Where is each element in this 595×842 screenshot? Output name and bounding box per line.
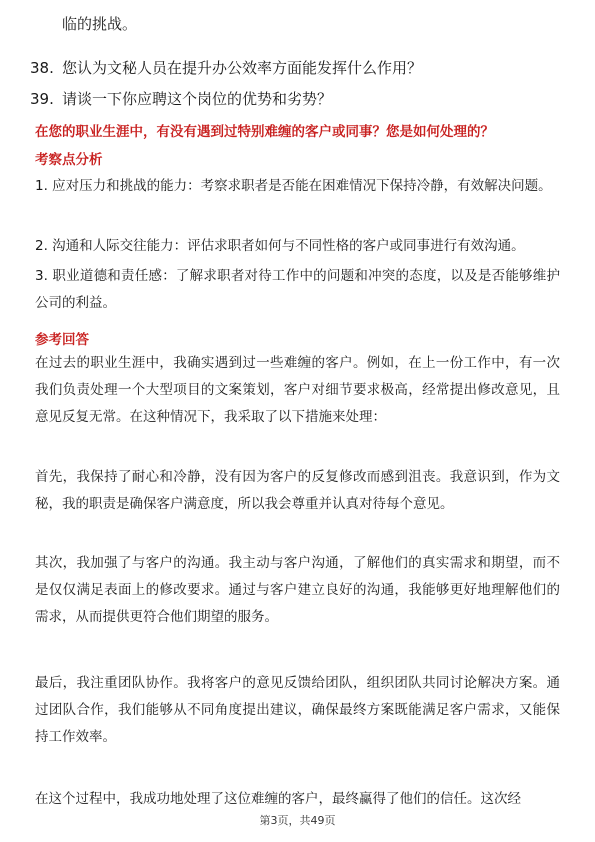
answer-paragraph: 首先，我保持了耐心和冷静，没有因为客户的反复修改而感到沮丧。我意识到，作为文秘，我的职责是确保客户满意度，所以我会尊重并认真对待每个意见。 — [35, 469, 560, 512]
question-number: 39. — [30, 90, 54, 108]
question-38 — [30, 57, 422, 79]
continuation-text: 临的挑战。 — [62, 15, 138, 33]
answer-paragraph: 在这个过程中，我成功地处理了这位难缠的客户，最终赢得了他们的信任。这次经 — [35, 791, 521, 807]
analysis-item: 2. 沟通和人际交往能力：评估求职者如何与不同性格的客户或同事进行有效沟通。 — [35, 238, 525, 254]
answer-paragraph: 在过去的职业生涯中，我确实遇到过一些难缠的客户。例如，在上一份工作中，有一次我们负责处理一个大型项目的文案策划，客户对细节要求极高，经常提出修改意见，且意见反复无常。在这种情况下，我采取了以下措施来处理： — [35, 355, 560, 425]
analysis-item: 3. 职业道德和责任感：了解求职者对待工作中的问题和冲突的态度，以及是否能够维护公司的利益。 — [35, 268, 560, 311]
question-text: 您认为文秘人员在提升办公效率方面能发挥什么作用？ — [62, 59, 423, 77]
answer-heading: 参考回答 — [35, 332, 89, 348]
question-title: 在您的职业生涯中，有没有遇到过特别难缠的客户或同事？您是如何处理的？ — [35, 124, 494, 140]
question-39 — [30, 88, 332, 110]
page-number-footer: 第3页，共49页 — [259, 814, 336, 827]
question-number: 38. — [30, 59, 54, 77]
answer-paragraph: 最后，我注重团队协作。我将客户的意见反馈给团队，组织团队共同讨论解决方案。通过团队合作，我们能够从不同角度提出建议，确保最终方案既能满足客户需求，又能保持工作效率。 — [35, 675, 560, 745]
question-text: 请谈一下你应聘这个岗位的优势和劣势？ — [62, 90, 333, 108]
answer-paragraph: 其次，我加强了与客户的沟通。我主动与客户沟通，了解他们的真实需求和期望，而不是仅仅满足表面上的修改要求。通过与客户建立良好的沟通，我能够更好地理解他们的需求，从而提供更符合他们期望的服务。 — [35, 555, 560, 625]
analysis-item: 1. 应对压力和挑战的能力：考察求职者是否能在困难情况下保持冷静，有效解决问题。 — [35, 178, 552, 194]
analysis-heading: 考察点分析 — [35, 152, 103, 168]
